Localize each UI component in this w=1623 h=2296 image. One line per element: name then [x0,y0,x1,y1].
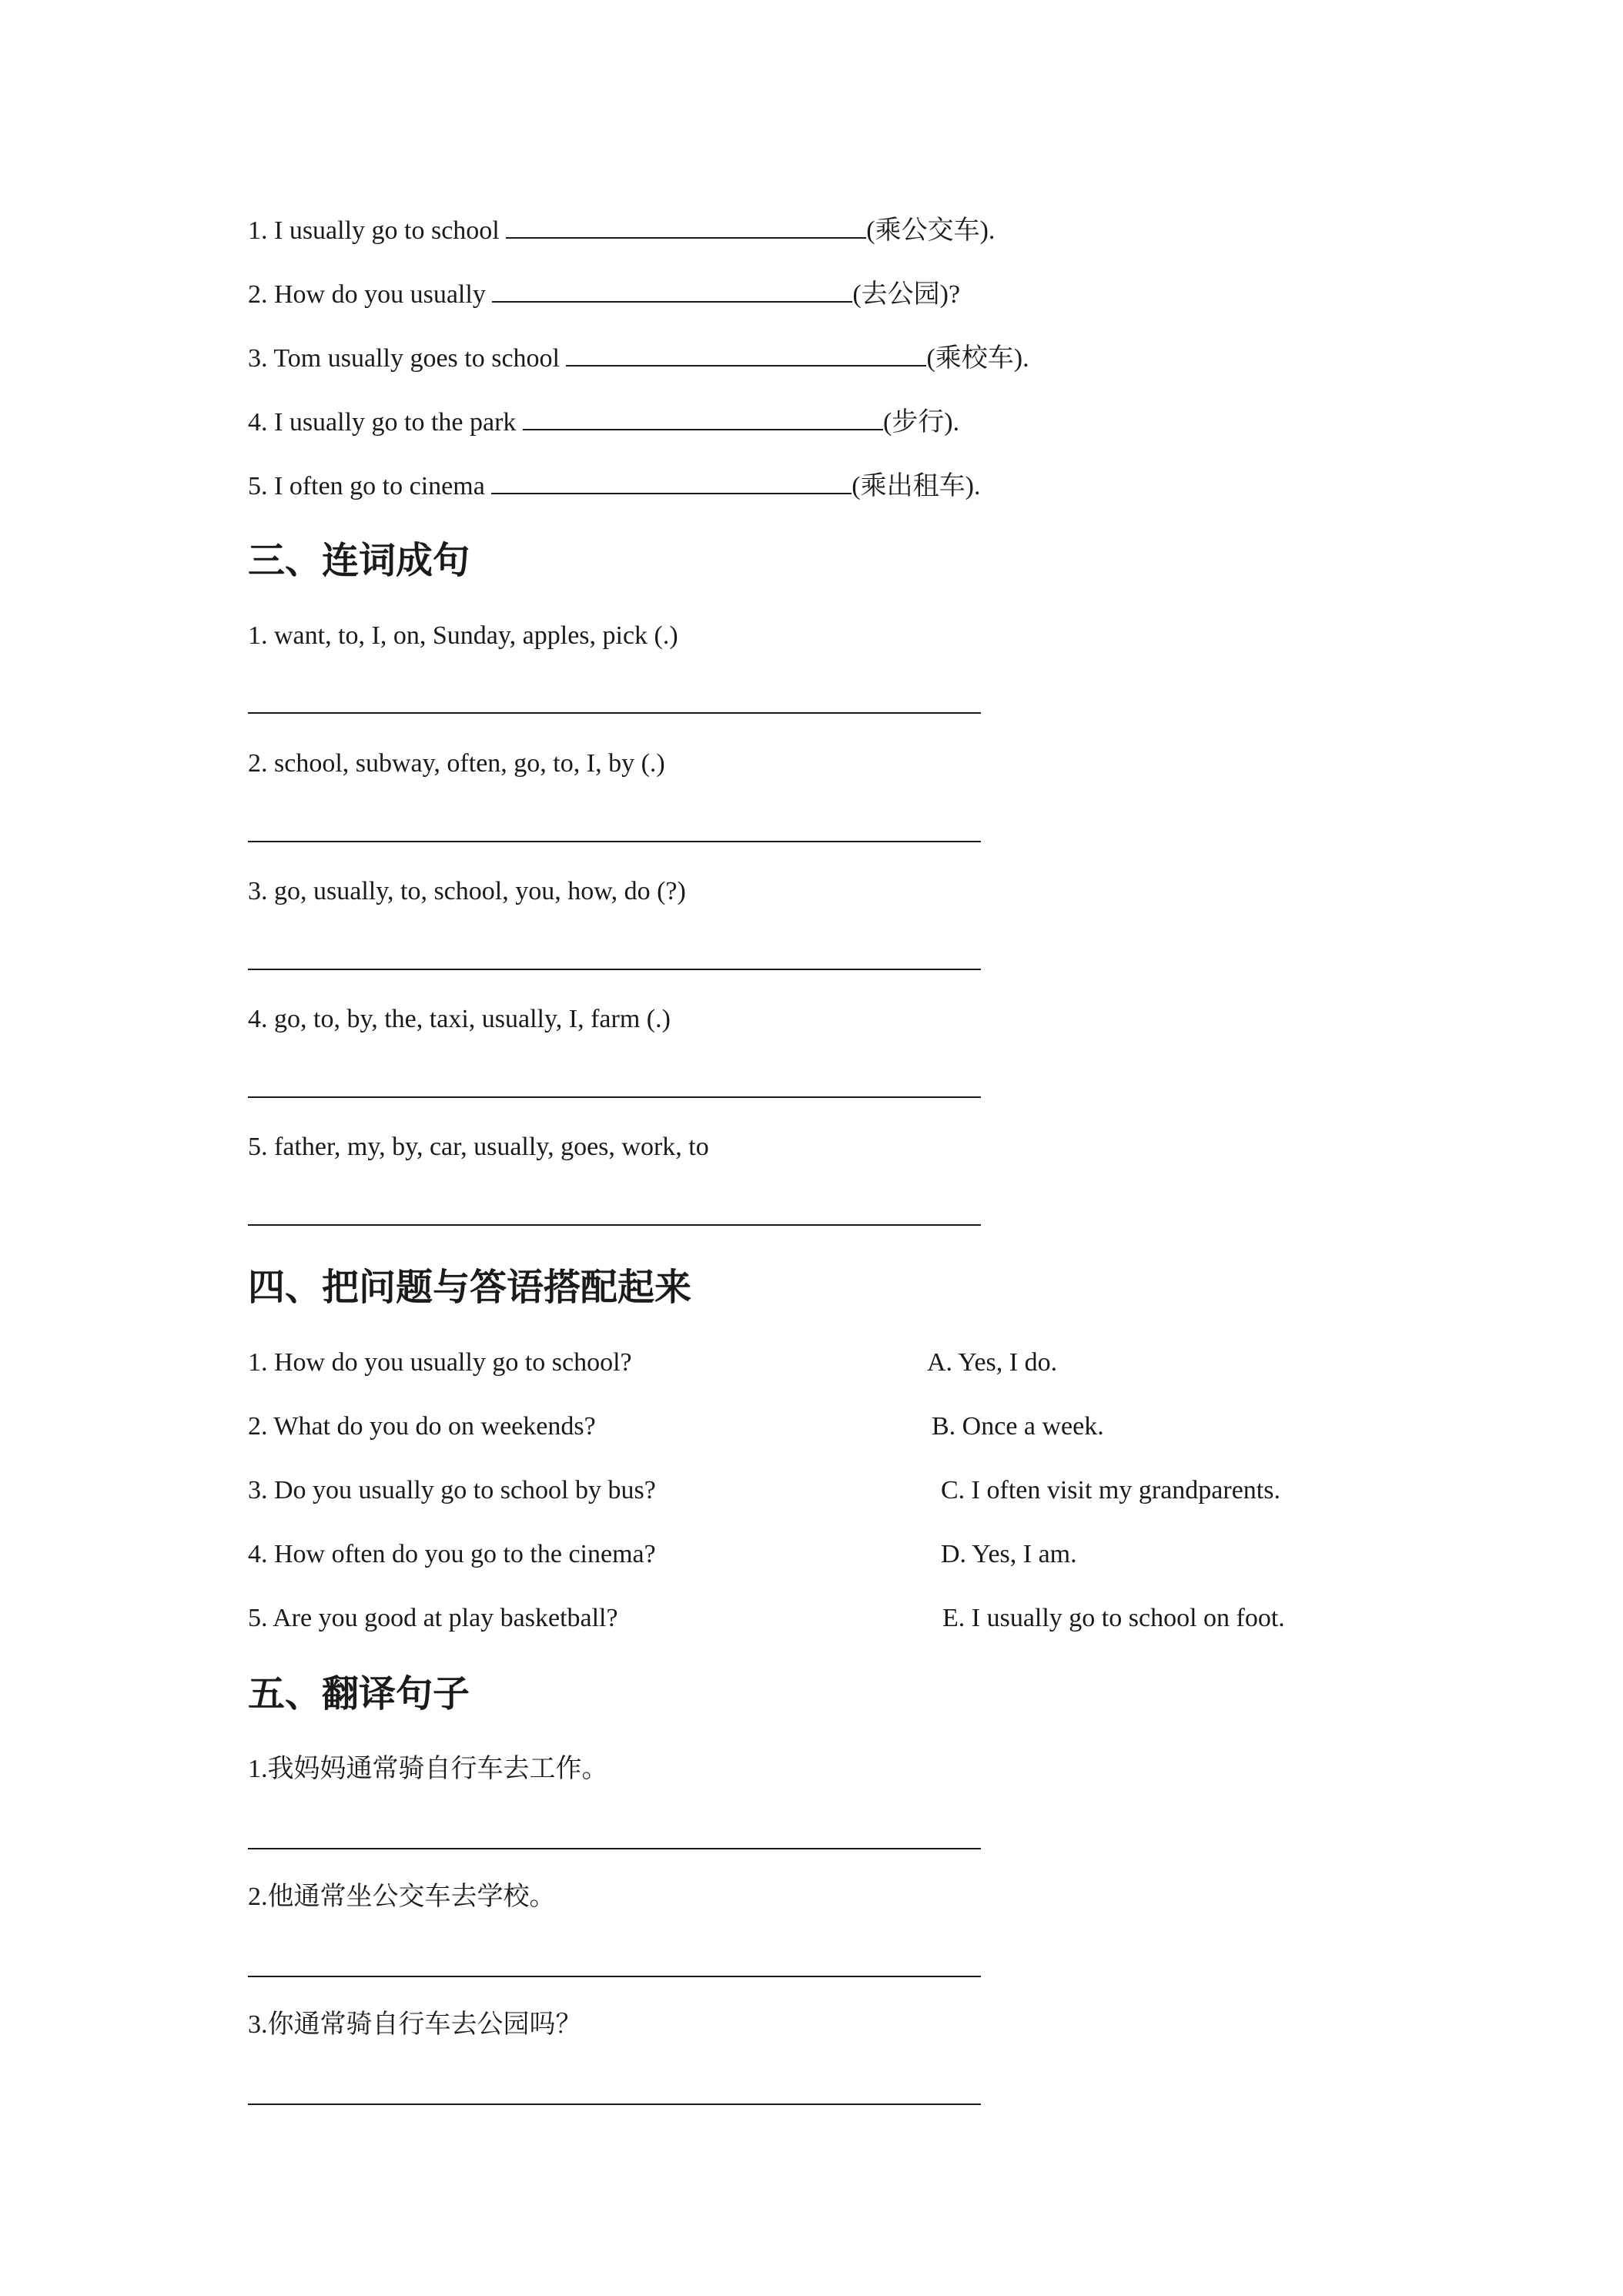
fill-in-item-5 [248,470,980,502]
match-answer: E. I usually go to school on foot. [942,1604,1285,1632]
answer-blank[interactable] [506,214,866,239]
fill-in-hint: (乘校车). [926,344,1029,373]
fill-in-hint: (乘公交车). [866,216,996,245]
question-text: 2. school, subway, often, go, to, I, by (.) [248,749,665,778]
answer-line[interactable] [248,1096,981,1098]
section-title: 四、把问题与答语搭配起来 [248,1266,692,1309]
answer-line[interactable] [248,1848,981,1849]
answer-line[interactable] [248,2104,981,2105]
answer-line[interactable] [248,1976,981,1977]
match-answer: B. Once a week. [932,1412,1104,1441]
section-title: 五、翻译句子 [248,1672,470,1715]
question-text: 1.我妈妈通常骑自行车去工作。 [248,1755,608,1783]
answer-blank[interactable] [491,470,852,494]
fill-in-item-2 [248,278,960,310]
question-text: 3.你通常骑自行车去公园吗？ [248,2010,582,2039]
match-answer: A. Yes, I do. [927,1348,1058,1377]
fill-in-hint: (乘出租车). [852,472,981,500]
fill-in-text: 1. I usually go to school [248,216,507,245]
answer-line[interactable] [248,712,981,714]
match-question: 1. How do you usually go to school? [248,1348,632,1377]
match-answer: D. Yes, I am. [941,1540,1077,1568]
question-text: 3. go, usually, to, school, you, how, do (?) [248,877,686,905]
section-title: 三、连词成句 [248,539,470,582]
fill-in-text: 3. Tom usually goes to school [248,344,567,373]
fill-in-hint: (去公园)? [852,280,961,309]
question-text: 5. father, my, by, car, usually, goes, work, to [248,1133,709,1161]
fill-in-item-3 [248,342,1029,374]
answer-blank[interactable] [566,342,926,366]
fill-in-item-1 [248,214,995,246]
fill-in-hint: (步行). [882,408,960,437]
question-text: 4. go, to, by, the, taxi, usually, I, farm (.) [248,1005,671,1033]
match-question: 2. What do you do on weekends? [248,1412,596,1441]
answer-line[interactable] [248,841,981,842]
answer-blank[interactable] [492,278,852,303]
match-question: 4. How often do you go to the cinema? [248,1540,656,1568]
answer-line[interactable] [248,969,981,970]
match-question: 3. Do you usually go to school by bus? [248,1476,656,1504]
match-question: 5. Are you good at play basketball? [248,1604,618,1632]
question-text: 2.他通常坐公交车去学校。 [248,1883,556,1911]
fill-in-text: 5. I often go to cinema [248,472,492,500]
fill-in-item-4 [248,406,959,438]
question-text: 1. want, to, I, on, Sunday, apples, pick (.) [248,621,678,650]
match-answer: C. I often visit my grandparents. [941,1476,1280,1504]
fill-in-text: 2. How do you usually [248,280,493,309]
fill-in-text: 4. I usually go to the park [248,408,523,437]
answer-blank[interactable] [523,406,883,430]
answer-line[interactable] [248,1224,981,1226]
